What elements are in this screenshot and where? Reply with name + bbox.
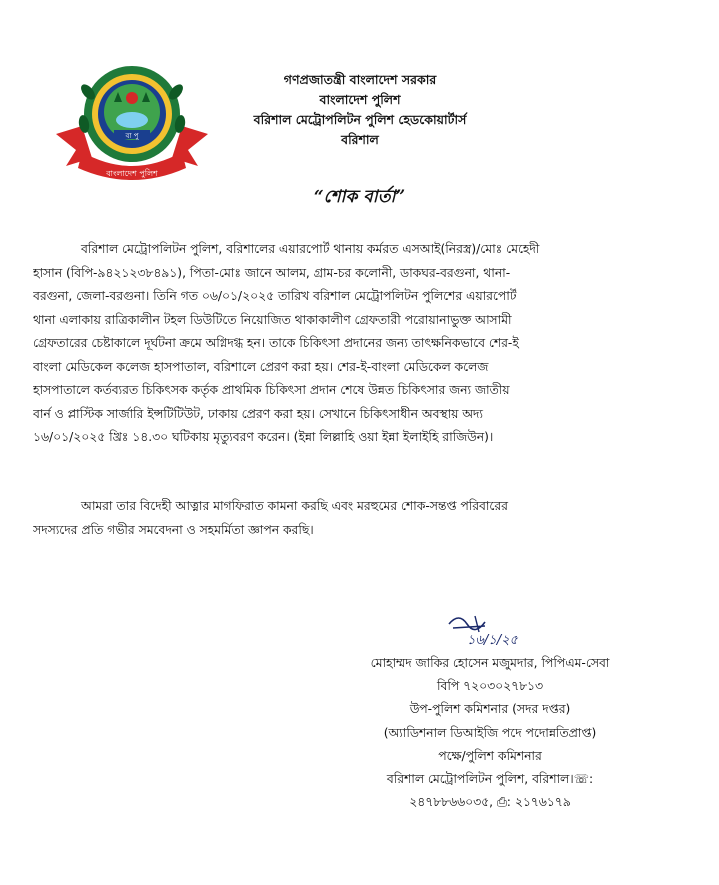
svg-text:বা পু: বা পু xyxy=(125,132,139,140)
svg-text:বাংলাদেশ পুলিশ: বাংলাদেশ পুলিশ xyxy=(106,169,158,178)
signatory-block xyxy=(300,652,680,814)
paragraph-line: গ্রেফতারের চেষ্টাকালে দূর্ঘটনা ক্রমে অগ্নিদগ্ধ হন। তাকে চিকিৎসা প্রদানের জন্য তাৎক্ষনিকভাবে শের-ই xyxy=(33,336,519,350)
paragraph-line: ১৬/০১/২০২৫ খ্রিঃ ১৪.৩০ ঘটিকায় মৃত্যুবরণ করেন। (ইন্না লিল্লাহি ওয়া ইন্না ইলাইহি রাজিউন)। xyxy=(33,430,494,444)
header-government: গণপ্রজাতন্ত্রী বাংলাদেশ সরকার xyxy=(283,72,437,87)
paragraph-line: বার্ন ও প্লাস্টিক সার্জারি ইন্সটিটিউট, ঢাকায় প্রেরণ করা হয়। সেখানে চিকিৎসাধীন অবস্থায় অদ্য xyxy=(33,406,483,421)
condolence-paragraph-2 xyxy=(33,495,685,542)
paragraph-line: সদস্যদের প্রতি গভীর সমবেদনা ও সহমর্মিতা জ্ঞাপন করছি। xyxy=(33,522,314,537)
handwritten-signature xyxy=(445,610,565,648)
document-title: “শোক বার্তা” xyxy=(313,187,406,207)
paragraph-line: থানা এলাকায় রাত্রিকালীন টহল ডিউটিতে নিয়োজিত থাকাকালীণ গ্রেফতারী পরোয়ানাভুক্ত আসামী xyxy=(33,312,512,327)
signatory-contact: ২৪৭৮৮৬৬০৩৫, ⎙: ২১৭৬১৭৯ xyxy=(409,795,571,810)
svg-text:১৬/১/২৫: ১৬/১/২৫ xyxy=(467,633,518,648)
condolence-paragraph-1 xyxy=(33,238,685,450)
header-hq: বরিশাল মেট্রোপলিটন পুলিশ হেডকোয়ার্টার্স xyxy=(253,112,467,127)
letterhead xyxy=(215,70,505,150)
signatory-on-behalf: পক্ষে/পুলিশ কমিশনার xyxy=(438,748,542,763)
paragraph-line: বরগুনা, জেলা-বরগুনা। তিনি গত ০৬/০১/২০২৫ তারিখ বরিশাল মেট্রোপলিটন পুলিশের এয়ারপোর্ট xyxy=(33,289,517,303)
paragraph-line: আমরা তার বিদেহী আত্নার মাগফিরাত কামনা করছি এবং মরহুমের শোক-সন্তপ্ত পরিবারের xyxy=(81,499,508,513)
paragraph-line: বাংলা মেডিকেল কলেজ হাসপাতাল, বরিশালে প্রেরণ করা হয়। শের-ই-বাংলা মেডিকেল কলেজ xyxy=(33,359,489,374)
signatory-office: বরিশাল মেট্রোপলিটন পুলিশ, বরিশাল।☏: xyxy=(386,772,594,787)
police-emblem-logo xyxy=(52,62,212,190)
signatory-bp: বিপি ৭২০৩০২৭৮১৩ xyxy=(436,679,544,694)
signatory-name: মোহাম্মদ জাকির হোসেন মজুমদার, পিপিএম-সেবা xyxy=(370,656,610,670)
signatory-promotion: (অ্যাডিশনাল ডিআইজি পদে পদোন্নতিপ্রাপ্ত) xyxy=(383,725,597,740)
paragraph-line: হাসপাতালে কর্তব্যরত চিকিৎসক কর্তৃক প্রাথমিক চিকিৎসা প্রদান শেষে উন্নত চিকিৎসার জন্য জাতীয় xyxy=(33,383,510,397)
header-city: বরিশাল xyxy=(341,132,379,147)
header-police: বাংলাদেশ পুলিশ xyxy=(319,92,401,107)
signatory-designation: উপ-পুলিশ কমিশনার (সদর দপ্তর) xyxy=(409,702,571,717)
paragraph-line: বরিশাল মেট্রোপলিটন পুলিশ, বরিশালের এয়ারপোর্ট থানায় কর্মরত এসআই(নিরস্ত্র)/মোঃ মেহেদী xyxy=(81,242,540,256)
paragraph-line: হাসান (বিপি-৯৪২১২৩৮৪৯১), পিতা-মোঃ জানে আলম, গ্রাম-চর কলোনী, ডাকঘর-বরগুনা, থানা- xyxy=(33,265,511,280)
